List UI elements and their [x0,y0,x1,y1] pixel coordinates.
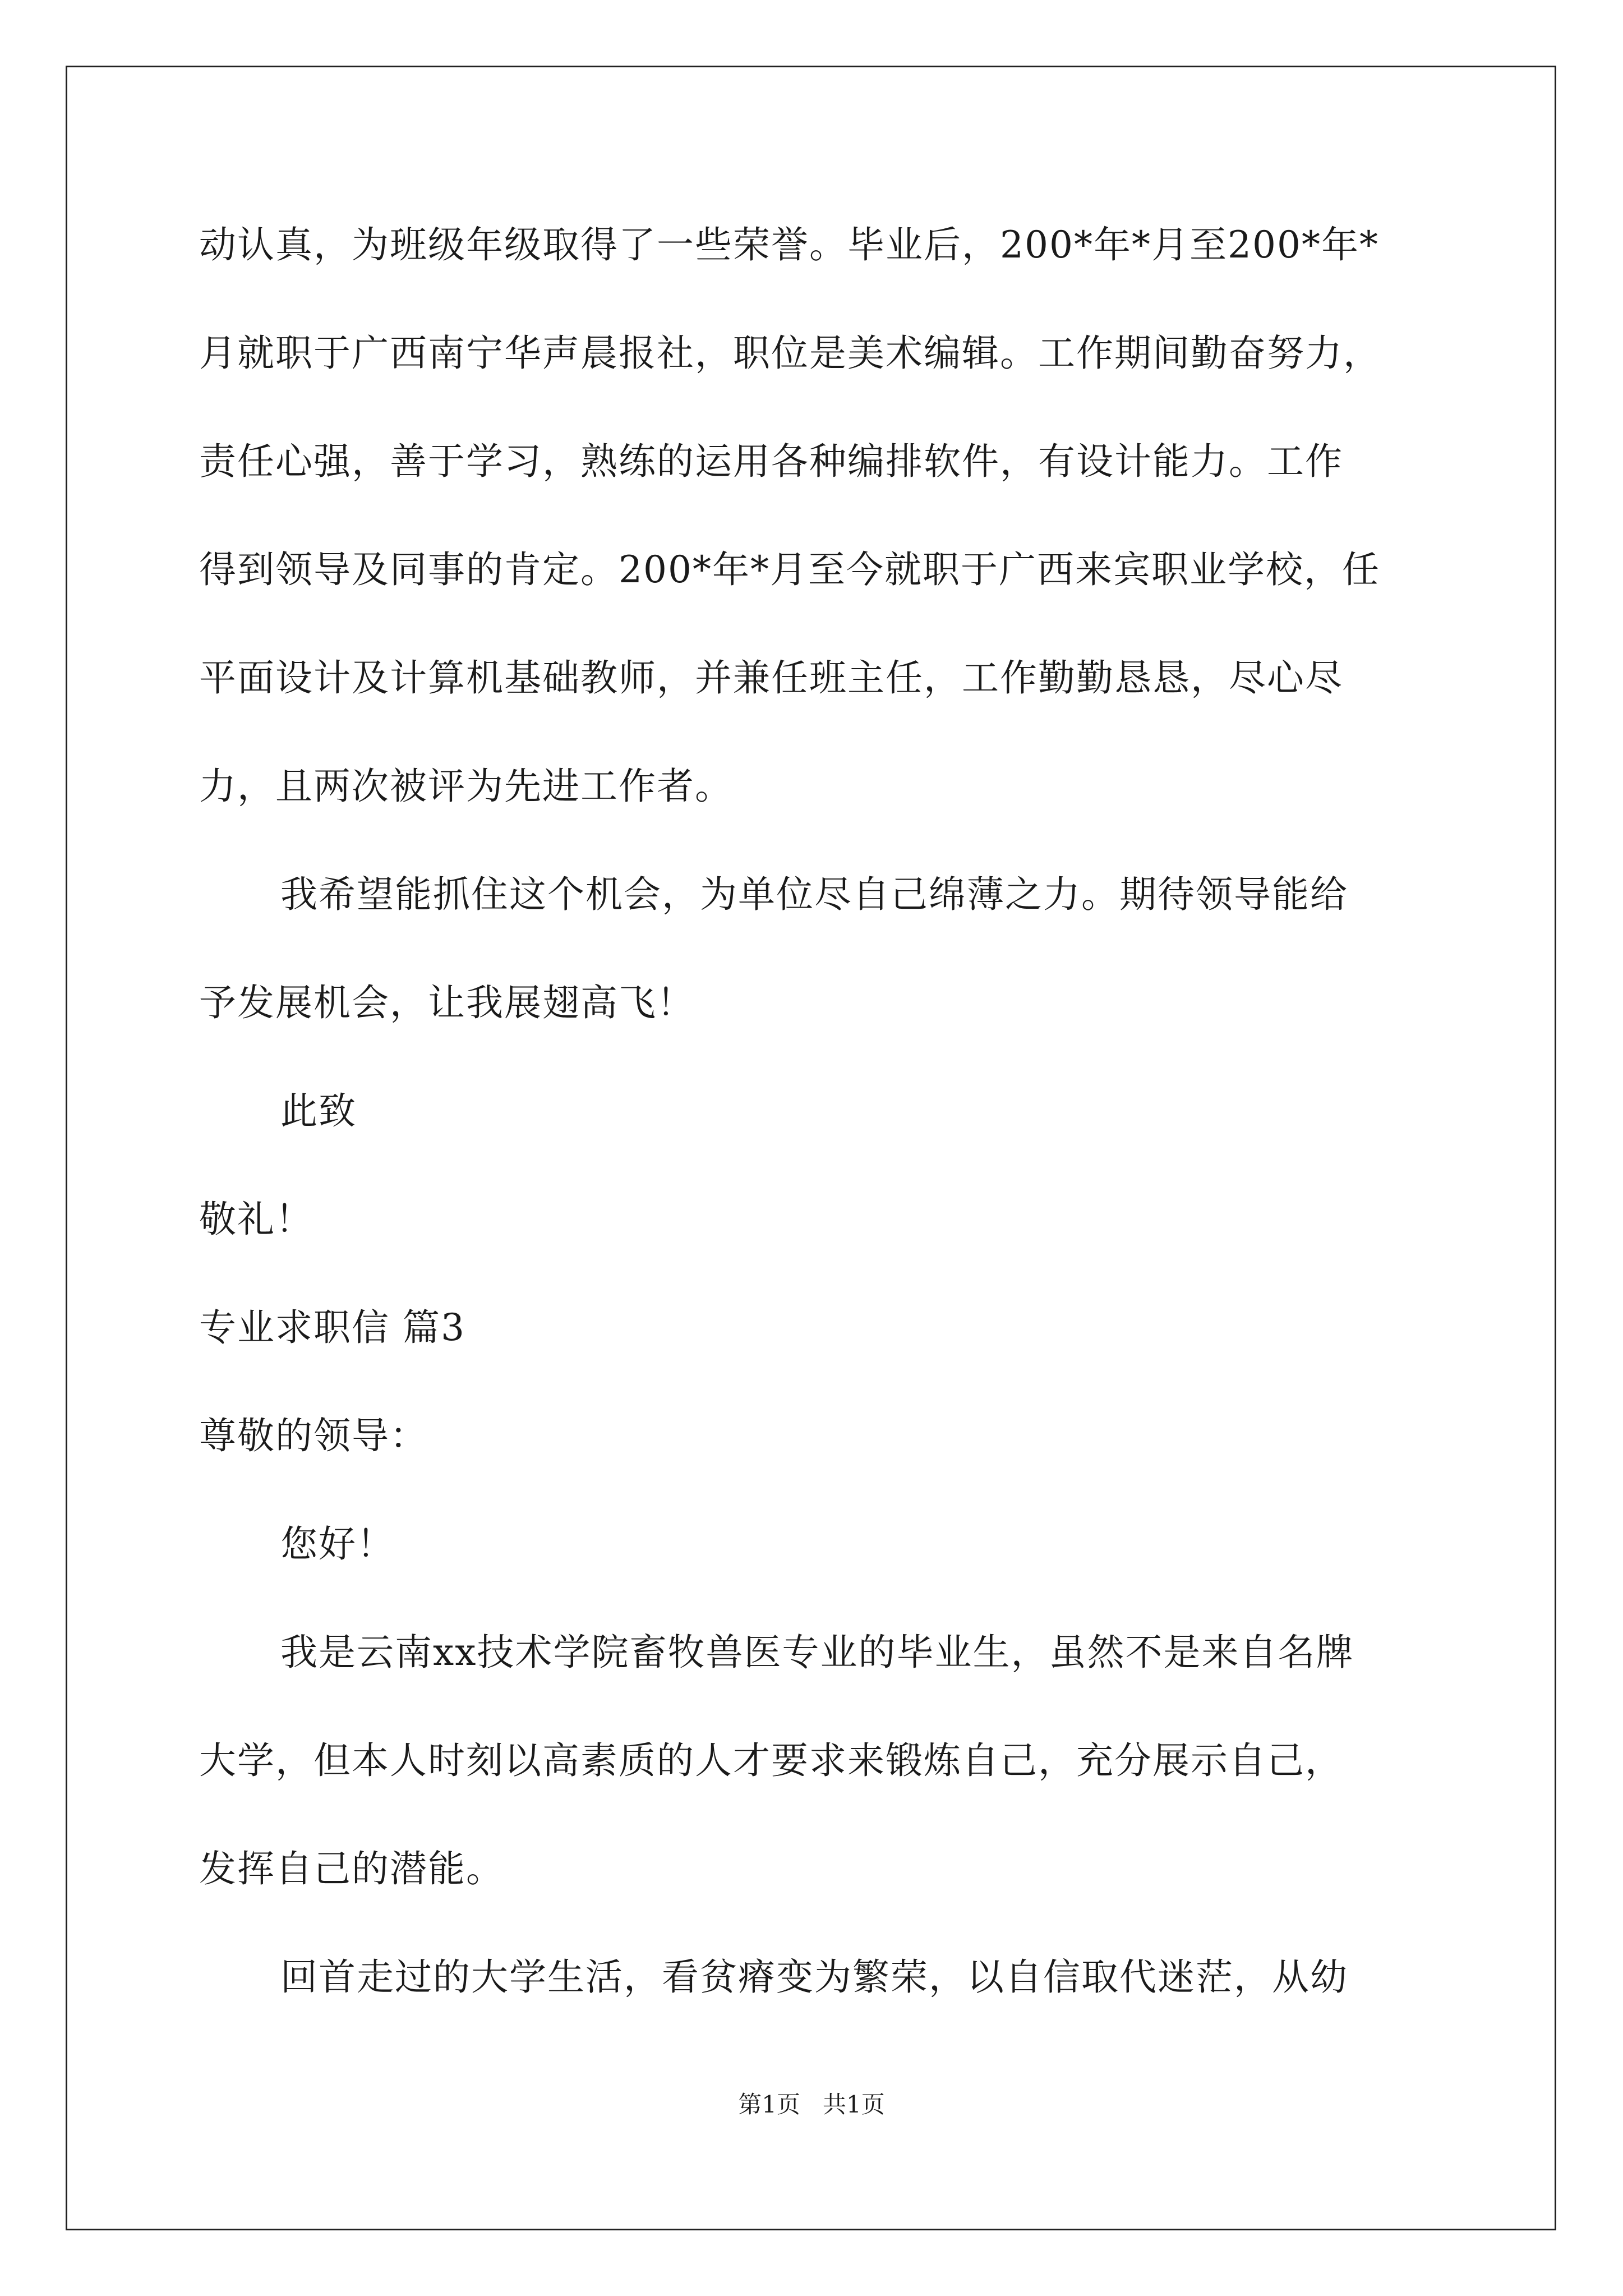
text-line: 发挥自己的潜能。 [199,1847,504,1890]
page-footer: 第1页 共1页 [738,2091,885,2118]
text-line: 月就职于广西南宁华声晨报社，职位是美术编辑。工作期间勤奋努力， [199,332,1381,375]
paragraph-first-line: 我希望能抓住这个机会，为单位尽自己绵薄之力。期待领导能给 [280,873,1348,916]
text-line: 予发展机会，让我展翅高飞！ [199,981,695,1024]
text-line: 平面设计及计算机基础教师，并兼任班主任，工作勤勤恳恳，尽心尽 [199,656,1343,700]
text-line: 动认真，为班级年级取得了一些荣誉。毕业后，200*年*月至200*年* [199,223,1379,266]
letter-hello: 您好！ [280,1522,395,1566]
letter-greeting: 尊敬的领导： [199,1414,428,1457]
closing-salutation: 此致 [280,1089,357,1133]
text-line: 得到领导及同事的肯定。200*年*月至今就职于广西来宾职业学校，任 [199,548,1380,591]
section-heading: 专业求职信 篇3 [199,1306,465,1349]
text-line: 大学，但本人时刻以高素质的人才要求来锻炼自己，充分展示自己， [199,1739,1343,1782]
paragraph-first-line: 回首走过的大学生活，看贫瘠变为繁荣，以自信取代迷茫，从幼 [280,1955,1348,1999]
text-line: 力，且两次被评为先进工作者。 [199,765,733,808]
page-border [66,66,1556,2230]
text-line: 责任心强，善于学习，熟练的运用各种编排软件，有设计能力。工作 [199,440,1343,483]
paragraph-first-line: 我是云南xx技术学院畜牧兽医专业的毕业生，虽然不是来自名牌 [280,1631,1354,1674]
closing-respect: 敬礼！ [199,1198,313,1241]
